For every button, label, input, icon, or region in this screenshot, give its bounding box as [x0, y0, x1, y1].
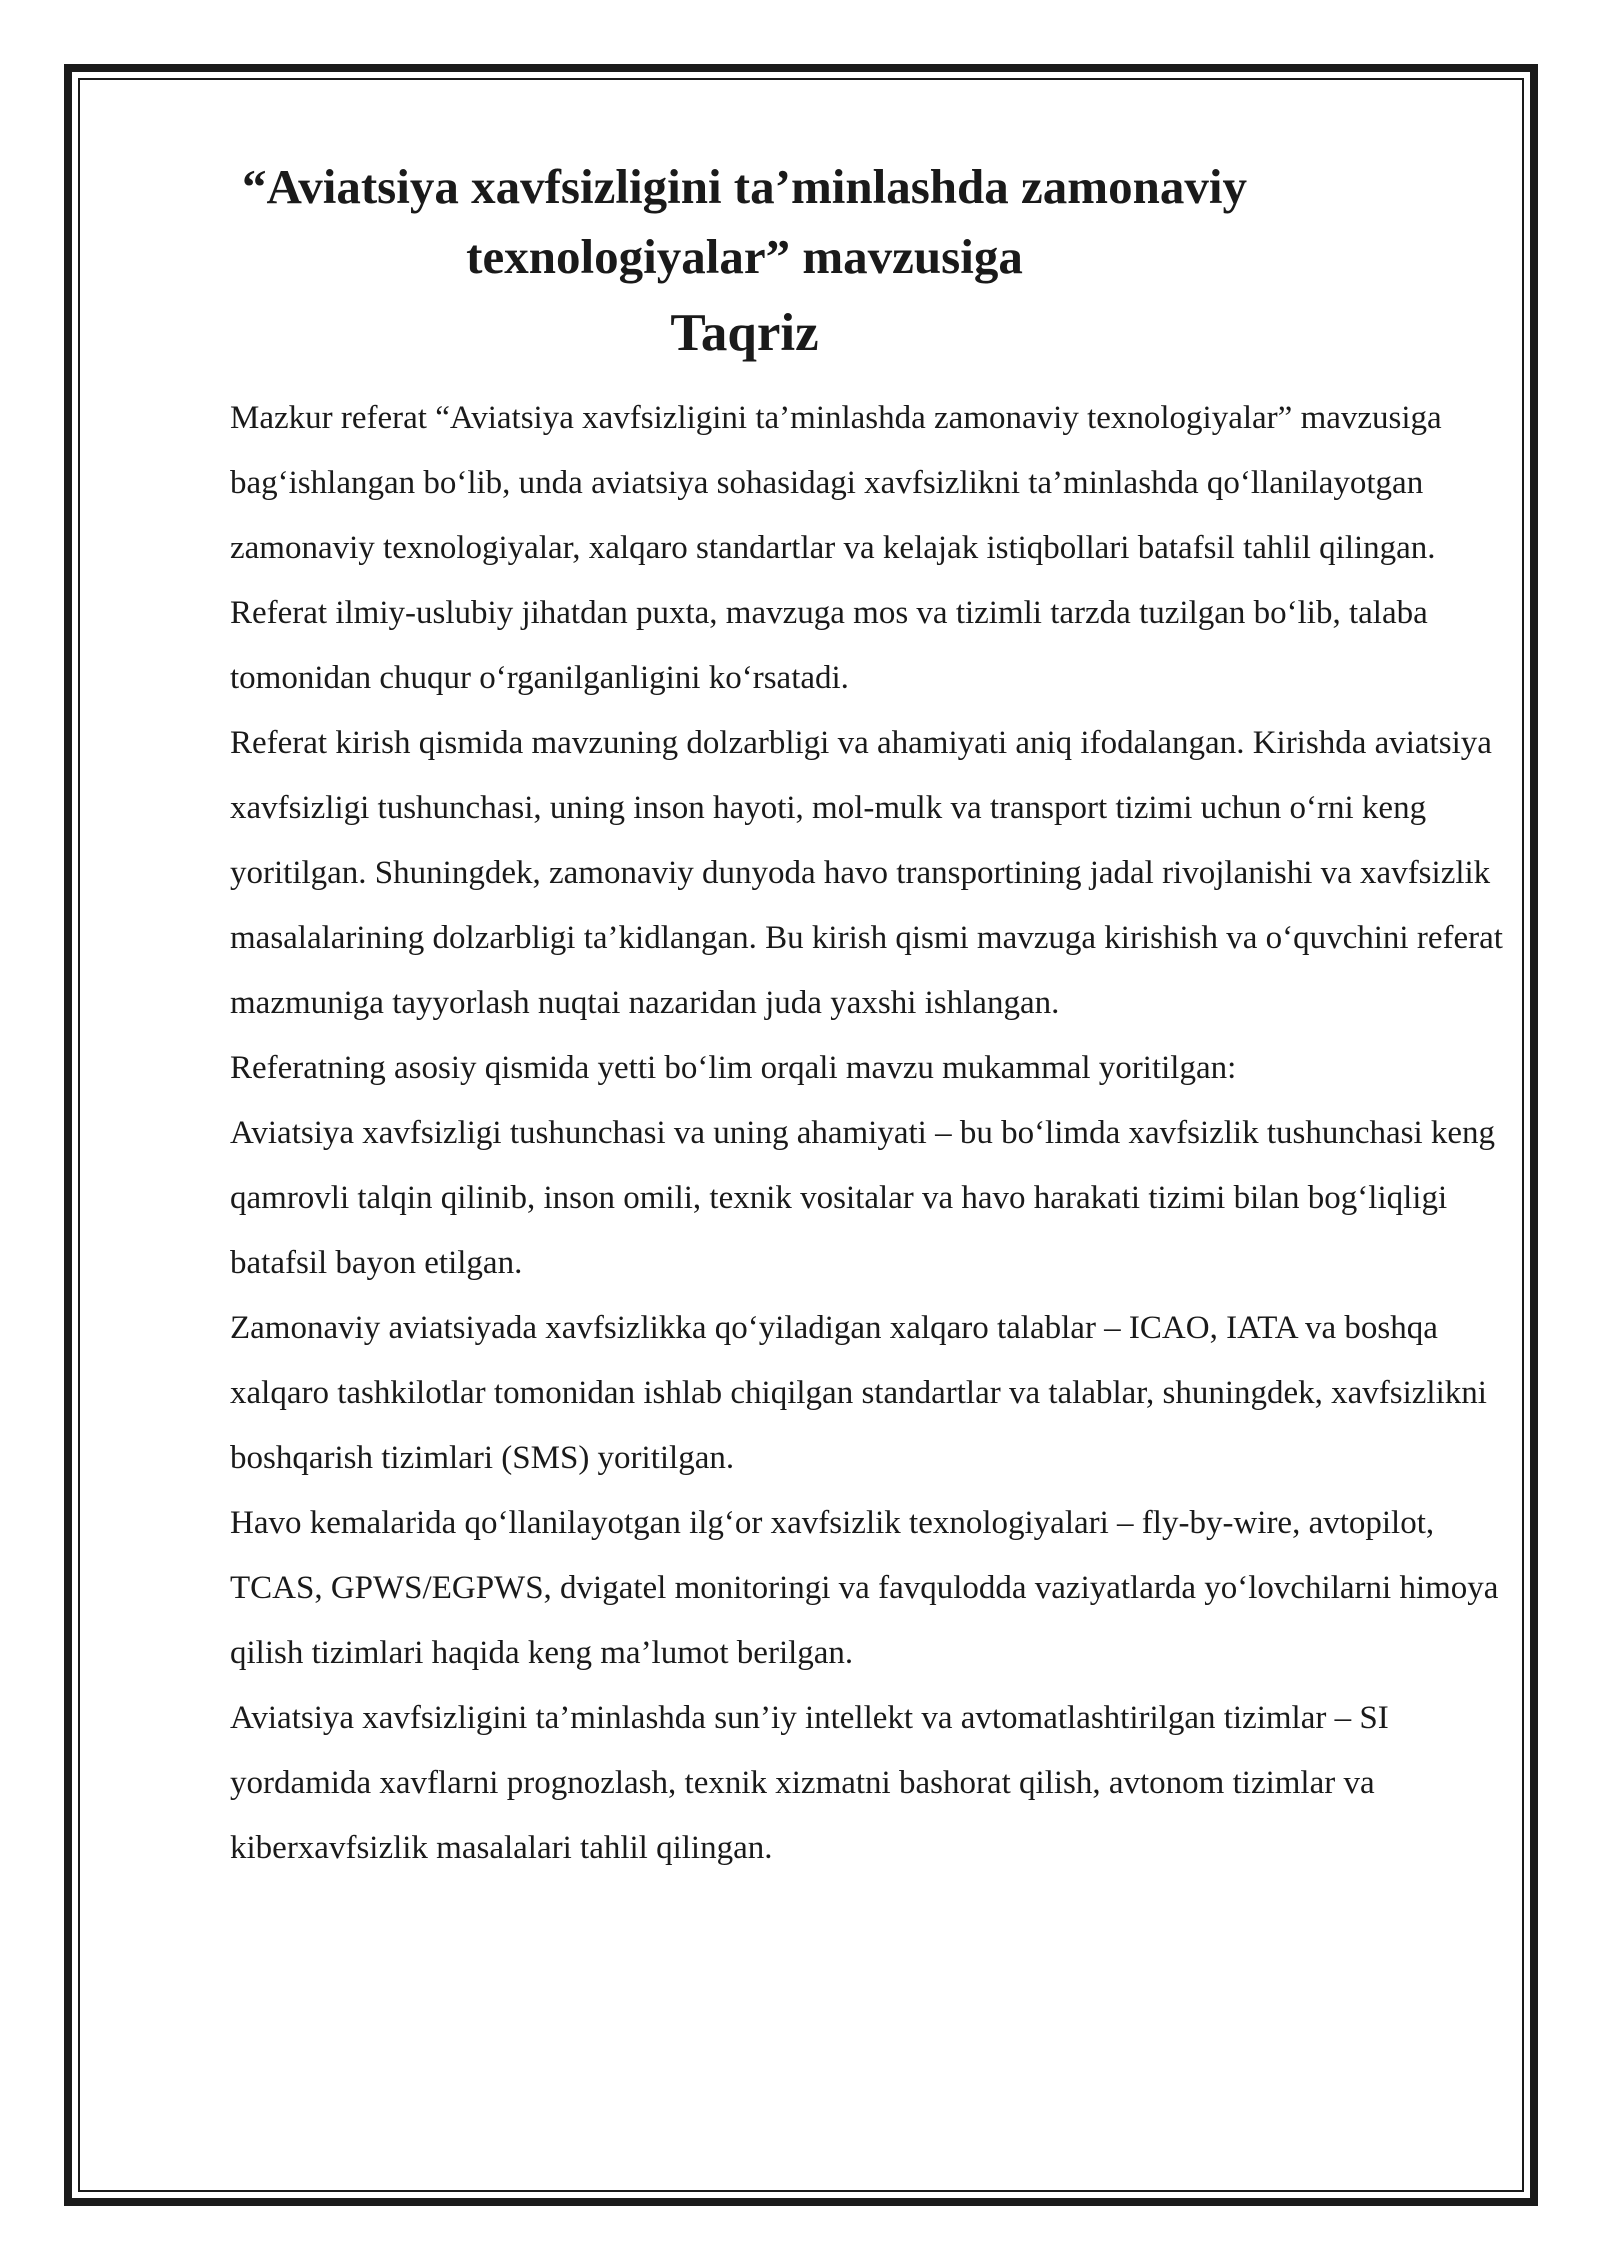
paragraph-main-section: Referatning asosiy qismida yetti bo‘lim orqali mavzu mukammal yoritilgan: [230, 1050, 1237, 1086]
paragraph-section-concept: Aviatsiya xavfsizligi tushunchasi va uning ahamiyati – bu bo‘limda xavfsizlik tushunchasi keng qamrovli talqin qilinib, inson omili, texnik vositalar va havo harakati tizimi bilan bog‘liqligi batafsil bayon etilgan. [230, 1115, 1496, 1281]
document-title: “Aviatsiya xavfsizligini ta’minlashda zamonaviy texnologiyalar” mavzusiga [241, 159, 1247, 284]
document-subtitle: Taqriz [670, 304, 819, 362]
paragraph-introduction-section: Referat kirish qismida mavzuning dolzarbligi va ahamiyati aniq ifodalangan. Kirishda aviatsiya xavfsizligi tushunchasi, uning inson hayoti, mol-mulk va transport tizimi uchun o‘rni keng yoritilgan. Shuningdek, zamonaviy dunyoda havo transportining jadal rivojlanishi va xavfsizlik masalalarining dolzarbligi ta’kidlangan. Bu kirish qismi mavzuga kirishish va o‘quvchini referat mazmuniga tayyorlash nuqtai nazaridan juda yaxshi ishlangan. [230, 725, 1503, 1021]
document-body [230, 152, 1505, 1881]
paragraph-intro: Mazkur referat “Aviatsiya xavfsizligini ta’minlashda zamonaviy texnologiyalar” mavzusiga bag‘ishlangan bo‘lib, unda aviatsiya sohasidagi xavfsizlikni ta’minlashda qo‘llanilayotgan zamonaviy texnologiyalar, xalqaro standartlar va kelajak istiqbollari batafsil tahlil qilingan. Referat ilmiy-uslubiy jihatdan puxta, mavzuga mos va tizimli tarzda tuzilgan bo‘lib, talaba tomonidan chuqur o‘rganilganligini ko‘rsatadi. [230, 400, 1442, 696]
paragraph-section-requirements: Zamonaviy aviatsiyada xavfsizlikka qo‘yiladigan xalqaro talablar – ICAO, IATA va boshqa xalqaro tashkilotlar tomonidan ishlab chiqilgan standartlar va talablar, shuningdek, xavfsizlikni boshqarish tizimlari (SMS) yoritilgan. [230, 1310, 1487, 1476]
paragraph-section-ai: Aviatsiya xavfsizligini ta’minlashda sun’iy intellekt va avtomatlashtirilgan tizimlar – SI yordamida xavflarni prognozlash, texnik xizmatni bashorat qilish, avtonom tizimlar va kiberxavfsizlik masalalari tahlil qilingan. [230, 1700, 1389, 1866]
review-text [230, 386, 1505, 1881]
paragraph-section-technologies: Havo kemalarida qo‘llanilayotgan ilg‘or xavfsizlik texnologiyalari – fly-by-wire, avtopilot, TCAS, GPWS/EGPWS, dvigatel monitoringi va favqulodda vaziyatlarda yo‘lovchilarni himoya qilish tizimlari haqida keng ma’lumot berilgan. [230, 1505, 1499, 1671]
